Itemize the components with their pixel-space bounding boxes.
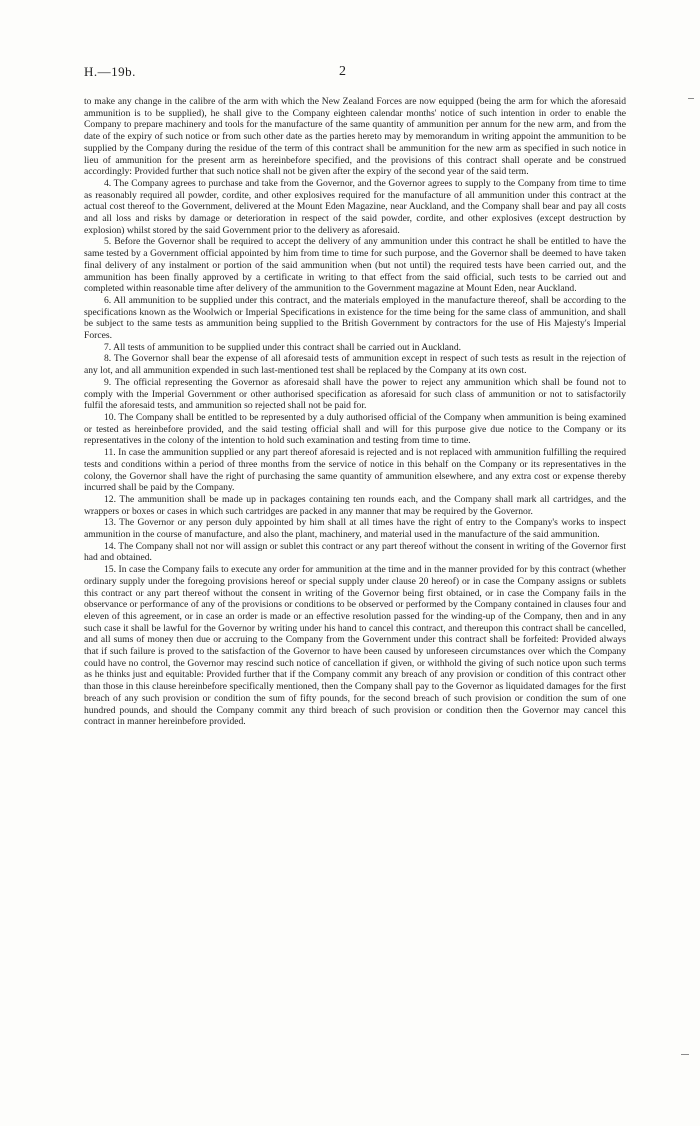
document-reference: H.—19b. (84, 64, 136, 79)
clause-7: 7. All tests of ammunition to be supplied under this contract shall be carried out in Auckland. (104, 341, 462, 353)
clause-12: 12. The ammunition shall be made up in packages containing ten rounds each, and the Company shall mark all cartridges, and the wrappers or boxes or cases in which such cartridges are packed in any manner that may be required by the Governor. (84, 493, 626, 517)
clause-9: 9. The official representing the Governor as aforesaid shall have the power to reject any ammunition which shall be found not to comply with the Imperial Government or other authorised specification as aforesaid for such class of ammunition or not to satisfactorily fulfil the aforesaid tests, and ammunition so rejected shall not be paid for. (84, 376, 626, 412)
document-body (84, 96, 626, 728)
clause-4: 4. The Company agrees to purchase and take from the Governor, and the Governor agrees to supply to the Company from time to time as reasonably required all powder, cordite, and other explosives required for the manufacture of all ammunition under this contract at the actual cost thereof to the Government, delivered at the Mount Eden Magazine, near Auckland, and the Company shall bear and pay all costs and all loss and risks by damage or deterioration in respect of the said powder, cordite, and other explosives (except destruction by explosion) whilst stored by the said Government prior to the delivery as aforesaid. (84, 177, 626, 236)
page-number: 2 (339, 64, 346, 79)
clause-15: 15. In case the Company fails to execute any order for ammunition at the time and in the manner provided for by this contract (whether ordinary supply under the foregoing provisions hereof or special supply under clause 20 hereof) or in case the Company assigns or sublets this contract or any part thereof without the consent in writing of the Governor being first obtained, or in case the Company fails in the observance or performance of any of the provisions or conditions to be observed or performed by the Company contained in clauses four and eleven of this agreement, or in case an order is made or an effective resolution passed for the winding-up of the Company, then and in any such case it shall be lawful for the Governor by writing under his hand to cancel this contract, and thereupon this contract shall be cancelled, and all sums of money then due or accruing to the Company from the Government under this contract shall be forfeited: Provided always that if such failure is proved to the satisfaction of the Governor to have been caused by unforeseen circumstances over which the Company could have no control, the Governor may rescind such notice of cancellation if given, or withhold the giving of such notice upon such terms as he thinks just and equitable: Provided further that if the Company commit any breach of any provision or condition of this contract other than those in this clause hereinbefore specifically mentioned, then the Company shall pay to the Governor as liquidated damages for the first breach of any such provision or condition the sum of fifty pounds, for the second breach of such provision or condition the sum of one hundred pounds, and should the Company commit any third breach of such provision or condition then the Governor may cancel this contract in manner hereinbefore provided. (84, 564, 626, 728)
clause-6: 6. All ammunition to be supplied under this contract, and the materials employed in the manufacture thereof, shall be according to the specifications known as the Woolwich or Imperial Specifications in existence for the time being for the same class of ammunition, and shall be subject to the same tests as ammunition being supplied to the British Government by contractors for the use of His Majesty's Imperial Forces. (84, 294, 626, 342)
clause-11: 11. In case the ammunition supplied or any part thereof aforesaid is rejected and is not replaced with ammunition fulfilling the required tests and conditions within a period of three months from the service of notice in this behalf on the Company or its representatives in the colony, the Governor shall have the right of purchasing the same quantity of ammunition elsewhere, and any extra cost or expense thereby incurred shall be paid by the Company. (84, 447, 626, 494)
clause-5: 5. Before the Governor shall be required to accept the delivery of any ammunition under this contract he shall be entitled to have the same tested by a Government official appointed by him from time to time for such purpose, and the Governor shall be deemed to have taken final delivery of any instalment or portion of the said ammunition when (but not until) the required tests have been carried out, and the ammunition has been finally approved by a certificate in writing to that effect from the said official, such tests to be carried out and completed within reasonable time after delivery of the ammunition to the Government magazine at Mount Eden, near Auckland. (84, 236, 626, 295)
clause-14: 14. The Company shall not nor will assign or sublet this contract or any part thereof without the consent in writing of the Governor first had and obtained. (84, 540, 626, 564)
clause-10: 10. The Company shall be entitled to be represented by a duly authorised official of the Company when ammunition is being examined or tested as hereinbefore provided, and the said testing official shall and will for this purpose give due notice to the Company or its representatives in the colony of the intention to hold such examination and testing from time to time. (84, 411, 626, 447)
clause-13: 13. The Governor or any person duly appointed by him shall at all times have the right of entry to the Company's works to inspect ammunition in the course of manufacture, and also the plant, machinery, and material used in the manufacture of the said ammunition. (84, 517, 626, 541)
page-header (84, 64, 624, 86)
clause-8: 8. The Governor shall bear the expense of all aforesaid tests of ammunition except in respect of such tests as result in the rejection of any lot, and all ammunition expended in such last-mentioned test shall be replaced by the Company at its own cost. (84, 353, 626, 377)
margin-mark (681, 1054, 689, 1055)
continuation-paragraph: to make any change in the calibre of the arm with which the New Zealand Forces are now equipped (being the arm for which the aforesaid ammunition is to be supplied), he shall give to the Company eighteen calendar months' notice of such intention in order to enable the Company to prepare machinery and tools for the manufacture of the same quantity of ammunition per annum for the new arm, and from the date of the expiry of such notice or from such other date as the parties hereto may by memorandum in writing appoint the ammunition to be supplied by the Company during the residue of the term of this contract shall be ammunition for the new arm as specified in such notice in lieu of ammunition for the present arm as hereinbefore specified, and the provisions of this contract shall operate and be construed accordingly: Provided further that such notice shall not be given after the expiry of the second year of the said term. (84, 96, 626, 178)
margin-mark (688, 98, 694, 99)
